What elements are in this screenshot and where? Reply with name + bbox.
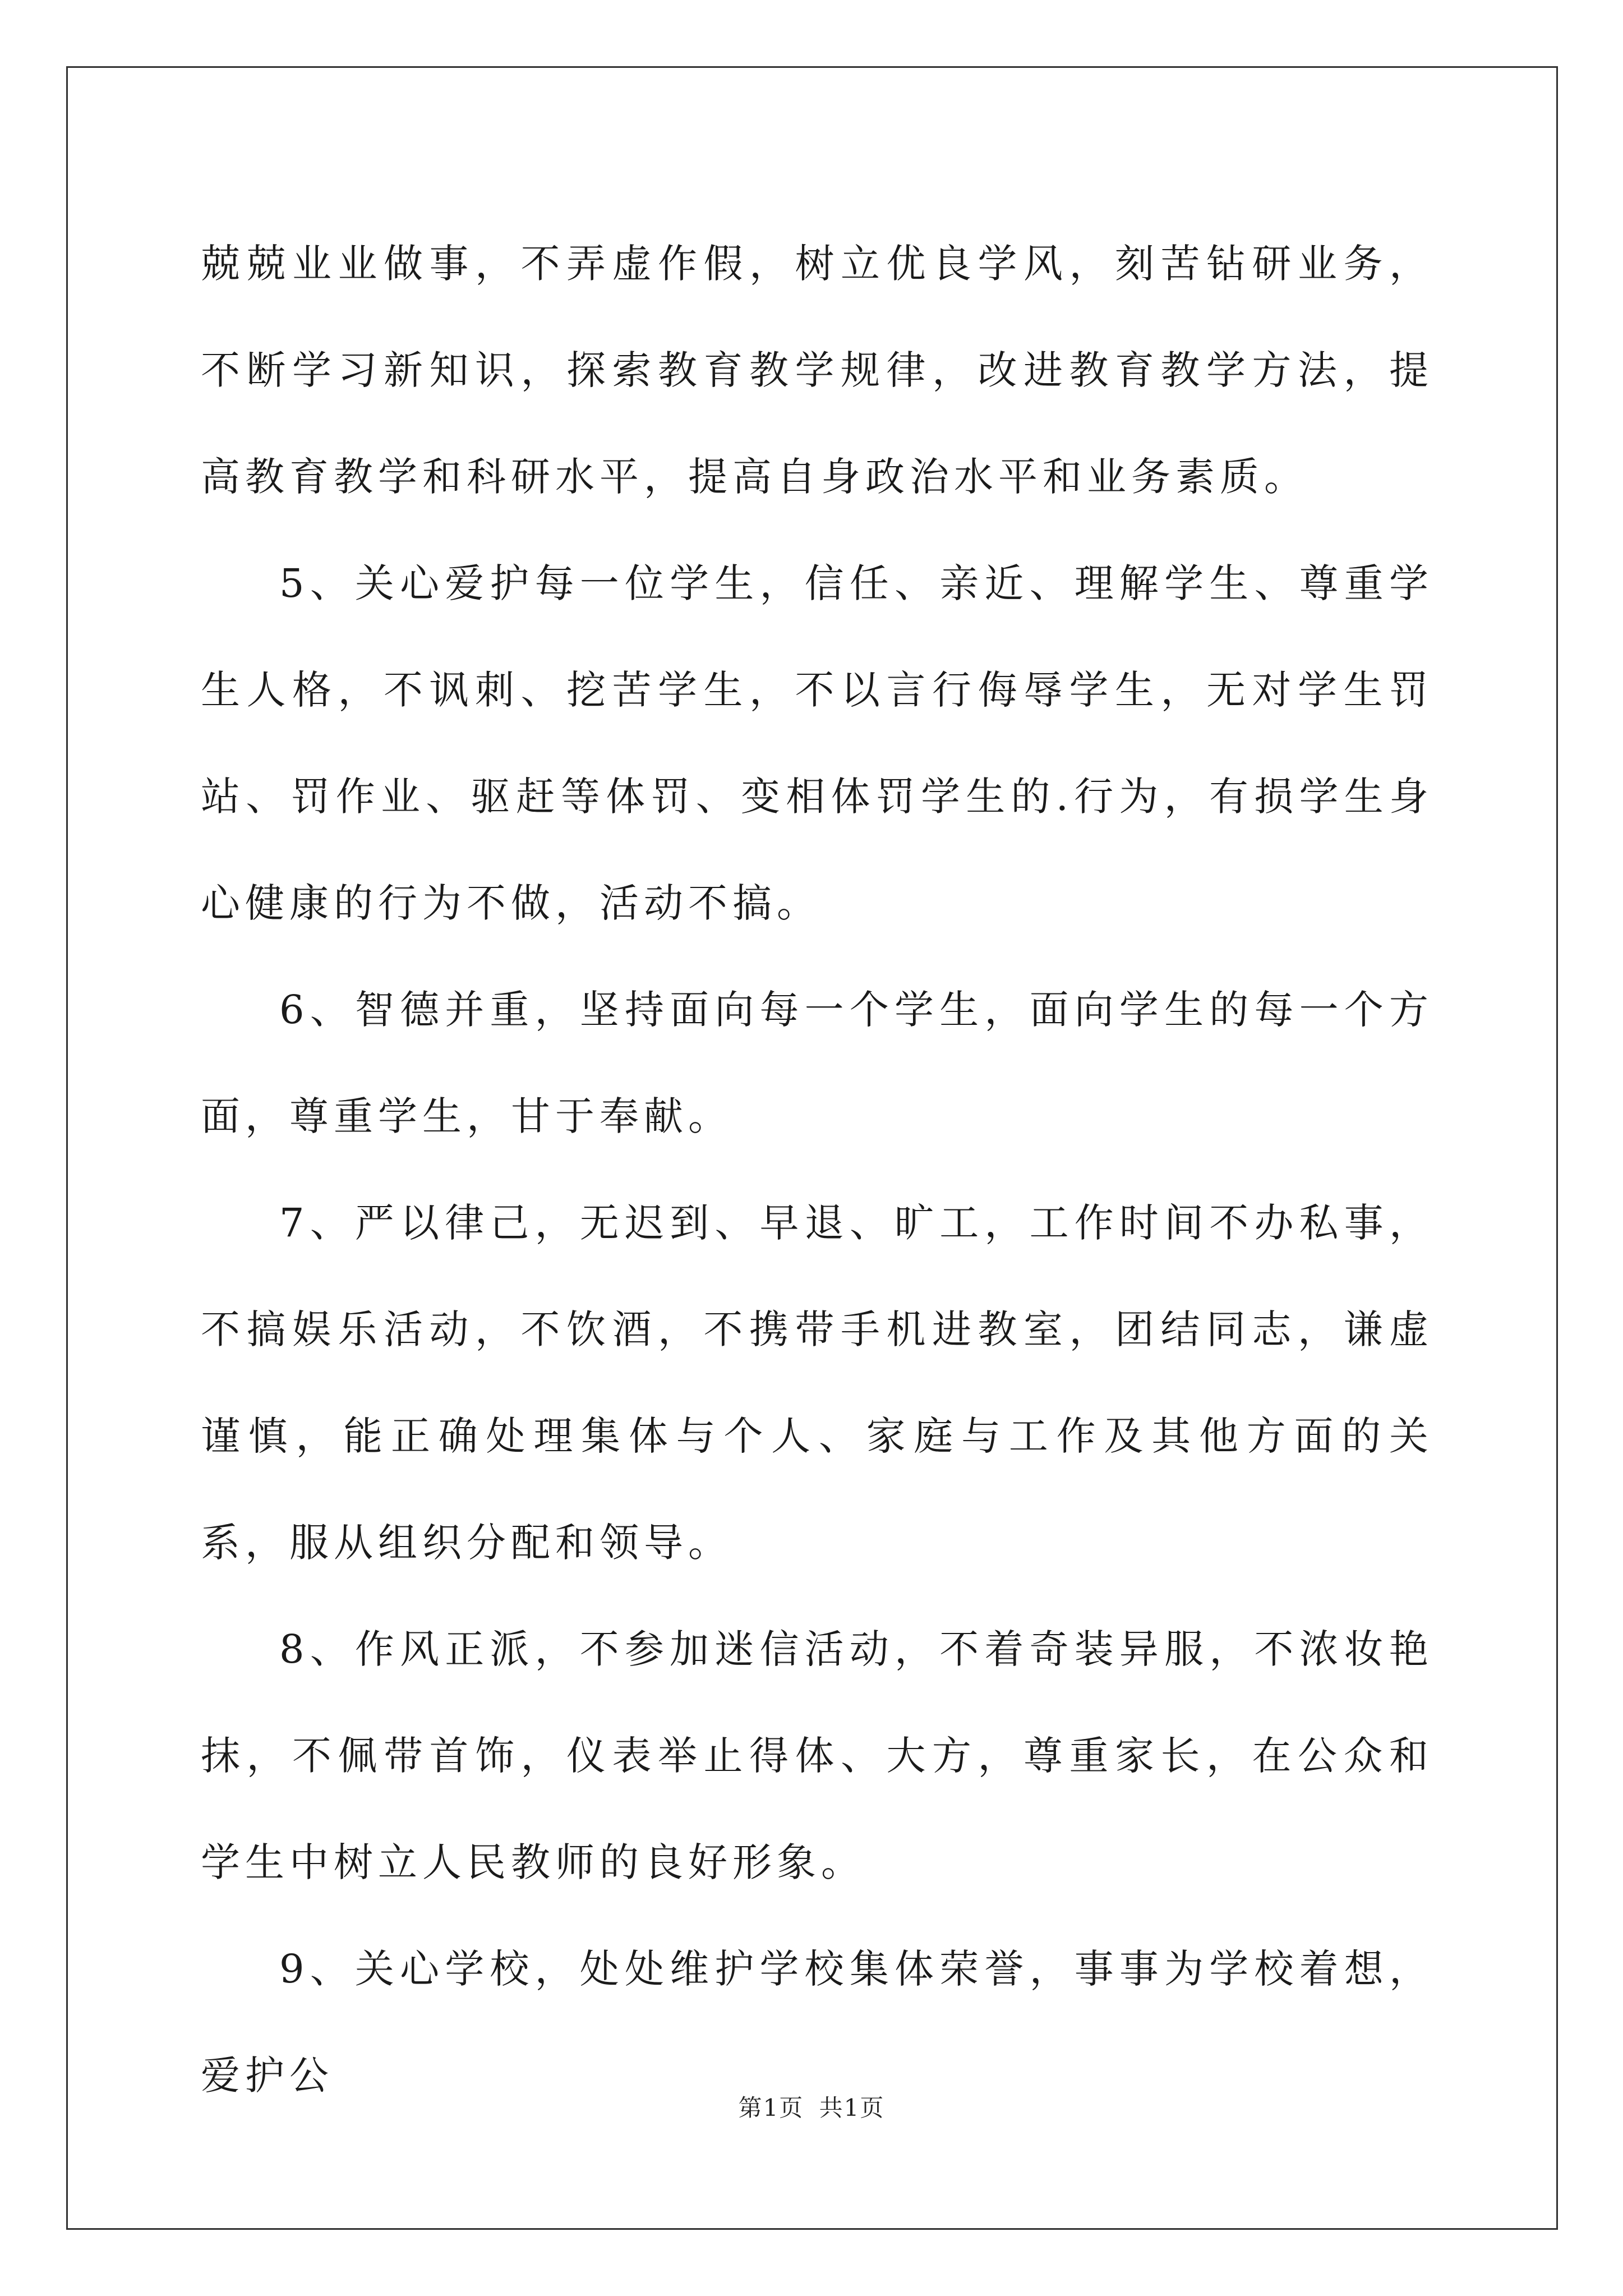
document-body xyxy=(201,210,1433,2129)
page-number: 第1页 xyxy=(738,2094,804,2122)
paragraph-item-9: 9、关心学校，处处维护学校集体荣誉，事事为学校着想，爱护公 xyxy=(201,1946,1433,2099)
paragraph-item-7: 7、严以律己，无迟到、早退、旷工，工作时间不办私事，不搞娱乐活动，不饮酒，不携带手机进教室，团结同志，谦虚谨慎，能正确处理集体与个人、家庭与工作及其他方面的关系，服从组织分配和领导。 xyxy=(201,1200,1433,1566)
page-footer xyxy=(0,2090,1623,2123)
paragraph-item-5: 5、关心爱护每一位学生，信任、亲近、理解学生、尊重学生人格，不讽刺、挖苦学生，不以言行侮辱学生，无对学生罚站、罚作业、驱赶等体罚、变相体罚学生的.行为，有损学生身心健康的行为不做，活动不搞。 xyxy=(201,560,1433,926)
paragraph-continuation: 兢兢业业做事，不弄虚作假，树立优良学风，刻苦钻研业务，不断学习新知识，探索教育教学规律，改进教育教学方法，提高教育教学和科研水平，提高自身政治水平和业务素质。 xyxy=(201,241,1433,500)
paragraph-item-8: 8、作风正派，不参加迷信活动，不着奇装异服，不浓妆艳抹，不佩带首饰，仪表举止得体、大方，尊重家长，在公众和学生中树立人民教师的良好形象。 xyxy=(201,1626,1433,1885)
paragraph-item-6: 6、智德并重，坚持面向每一个学生，面向学生的每一个方面，尊重学生，甘于奉献。 xyxy=(201,987,1433,1139)
page-total: 共1页 xyxy=(819,2094,885,2122)
